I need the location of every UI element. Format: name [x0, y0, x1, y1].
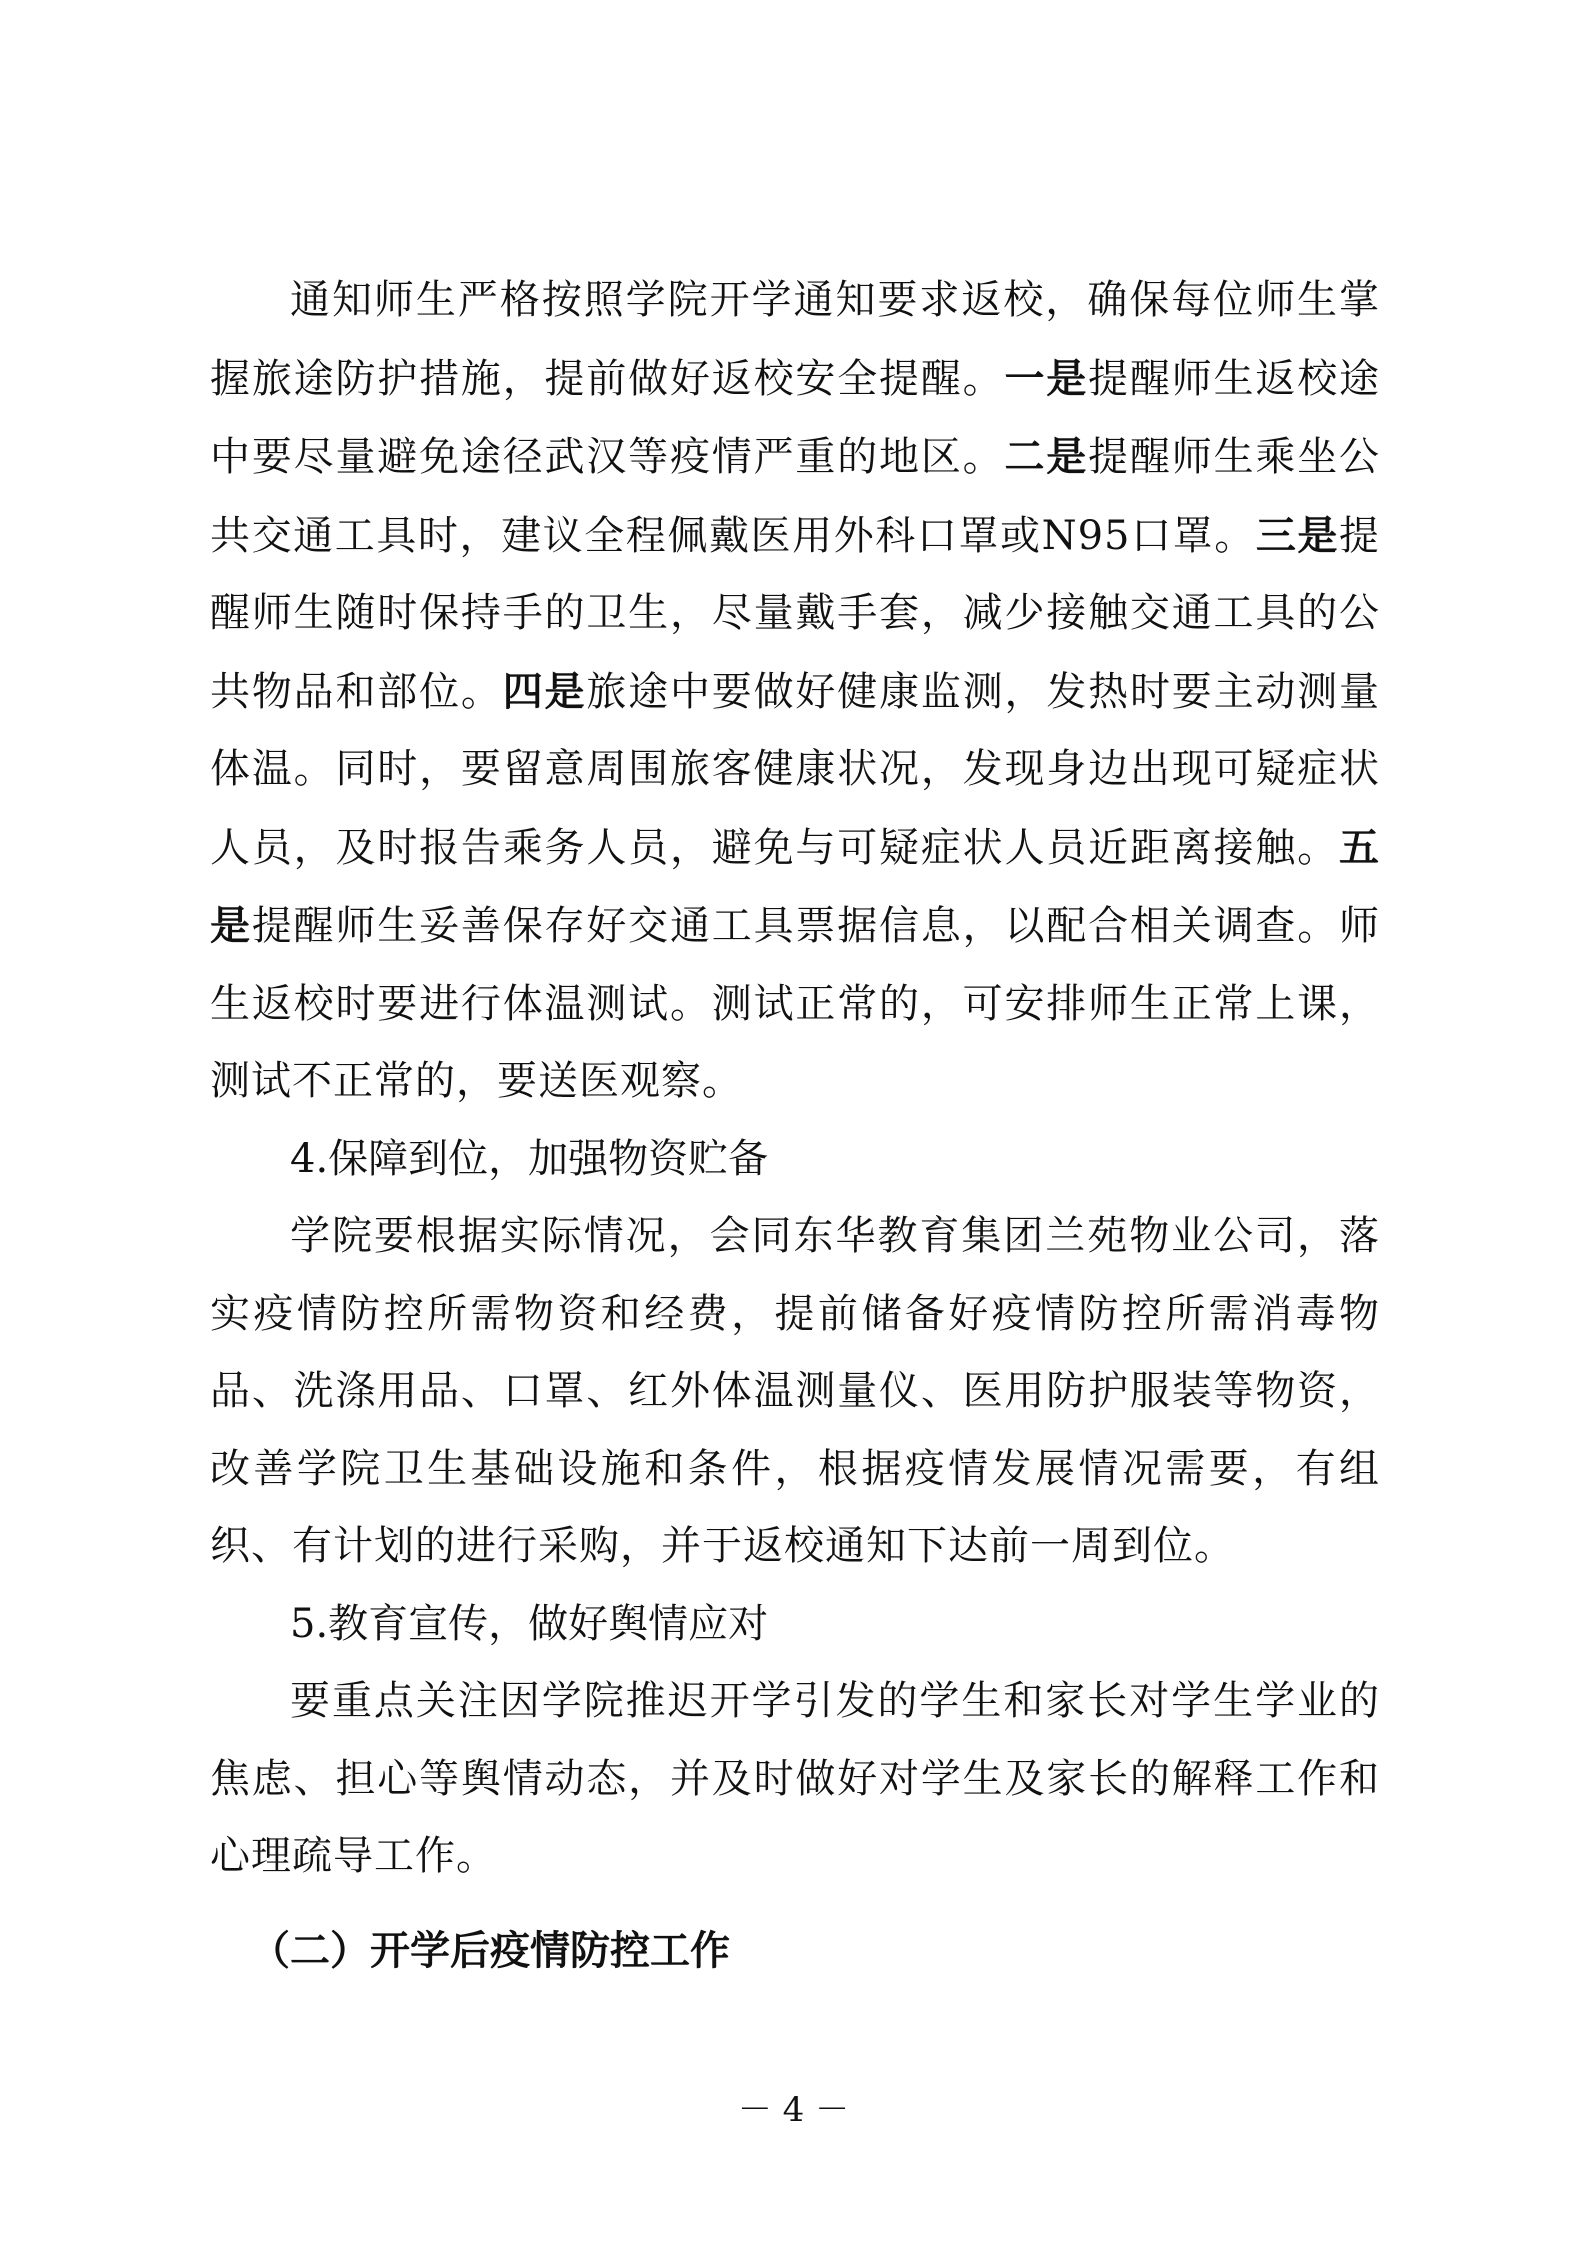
emphasis-marker: 四是 — [502, 667, 587, 715]
paragraph-text: 提醒师生返校途中要尽量避免途径武汉等疫情严重的地区。 — [210, 355, 1381, 480]
subheading-publicity: 5.教育宣传，做好舆情应对 — [290, 1600, 769, 1647]
page-number: － 4 － — [737, 2090, 850, 2130]
emphasis-marker: 一是 — [1004, 354, 1089, 402]
emphasis-marker: 五是 — [210, 823, 1380, 949]
emphasis-marker: 三是 — [1255, 511, 1340, 559]
paragraph-text: 提醒师生妥善保存好交通工具票据信息，以配合相关调查。师生返校时要进行体温测试。测试正常的，可安排师生正常上课，测试不正常的，要送医观察。 — [210, 903, 1381, 1104]
paragraph-text: 提醒师生乘坐公共交通工具时，建议全程佩戴医用外科口罩或N95口罩。 — [210, 434, 1381, 559]
emphasis-marker: 二是 — [1004, 433, 1089, 480]
paragraph-publicity: 要重点关注因学院推迟开学引发的学生和家长对学生学业的焦虑、担心等舆情动态，并及时做好对学生及家长的解释工作和心理疏导工作。 — [210, 1678, 1380, 1879]
paragraph-supplies: 学院要根据实际情况，会同东华教育集团兰苑物业公司，落实疫情防控所需物资和经费，提前储备好疫情防控所需消毒物品、洗涤用品、口罩、红外体温测量仪、医用防护服装等物资，改善学院卫生基础设施和条件，根据疫情发展情况需要，有组织、有计划的进行采购，并于返校通知下达前一周到位。 — [210, 1213, 1380, 1569]
paragraph-text: 旅途中要做好健康监测，发热时要主动测量体温。同时，要留意周围旅客健康状况，发现身边出现可疑症状人员，及时报告乘务人员，避免与可疑症状人员近距离接触。 — [210, 668, 1381, 871]
paragraph-text: 提醒师生随时保持手的卫生，尽量戴手套，减少接触交通工具的公共物品和部位。 — [210, 512, 1381, 715]
paragraph-return-to-school — [210, 262, 1380, 1121]
subheading-supplies: 4.保障到位，加强物资贮备 — [290, 1135, 769, 1182]
section-heading: （二）开学后疫情防控工作 — [250, 1926, 730, 1974]
paragraph-text: 通知师生严格按照学院开学通知要求返校，确保每位师生掌握旅途防护措施，提前做好返校安全提醒。 — [210, 277, 1380, 402]
document-body — [210, 262, 1380, 1989]
